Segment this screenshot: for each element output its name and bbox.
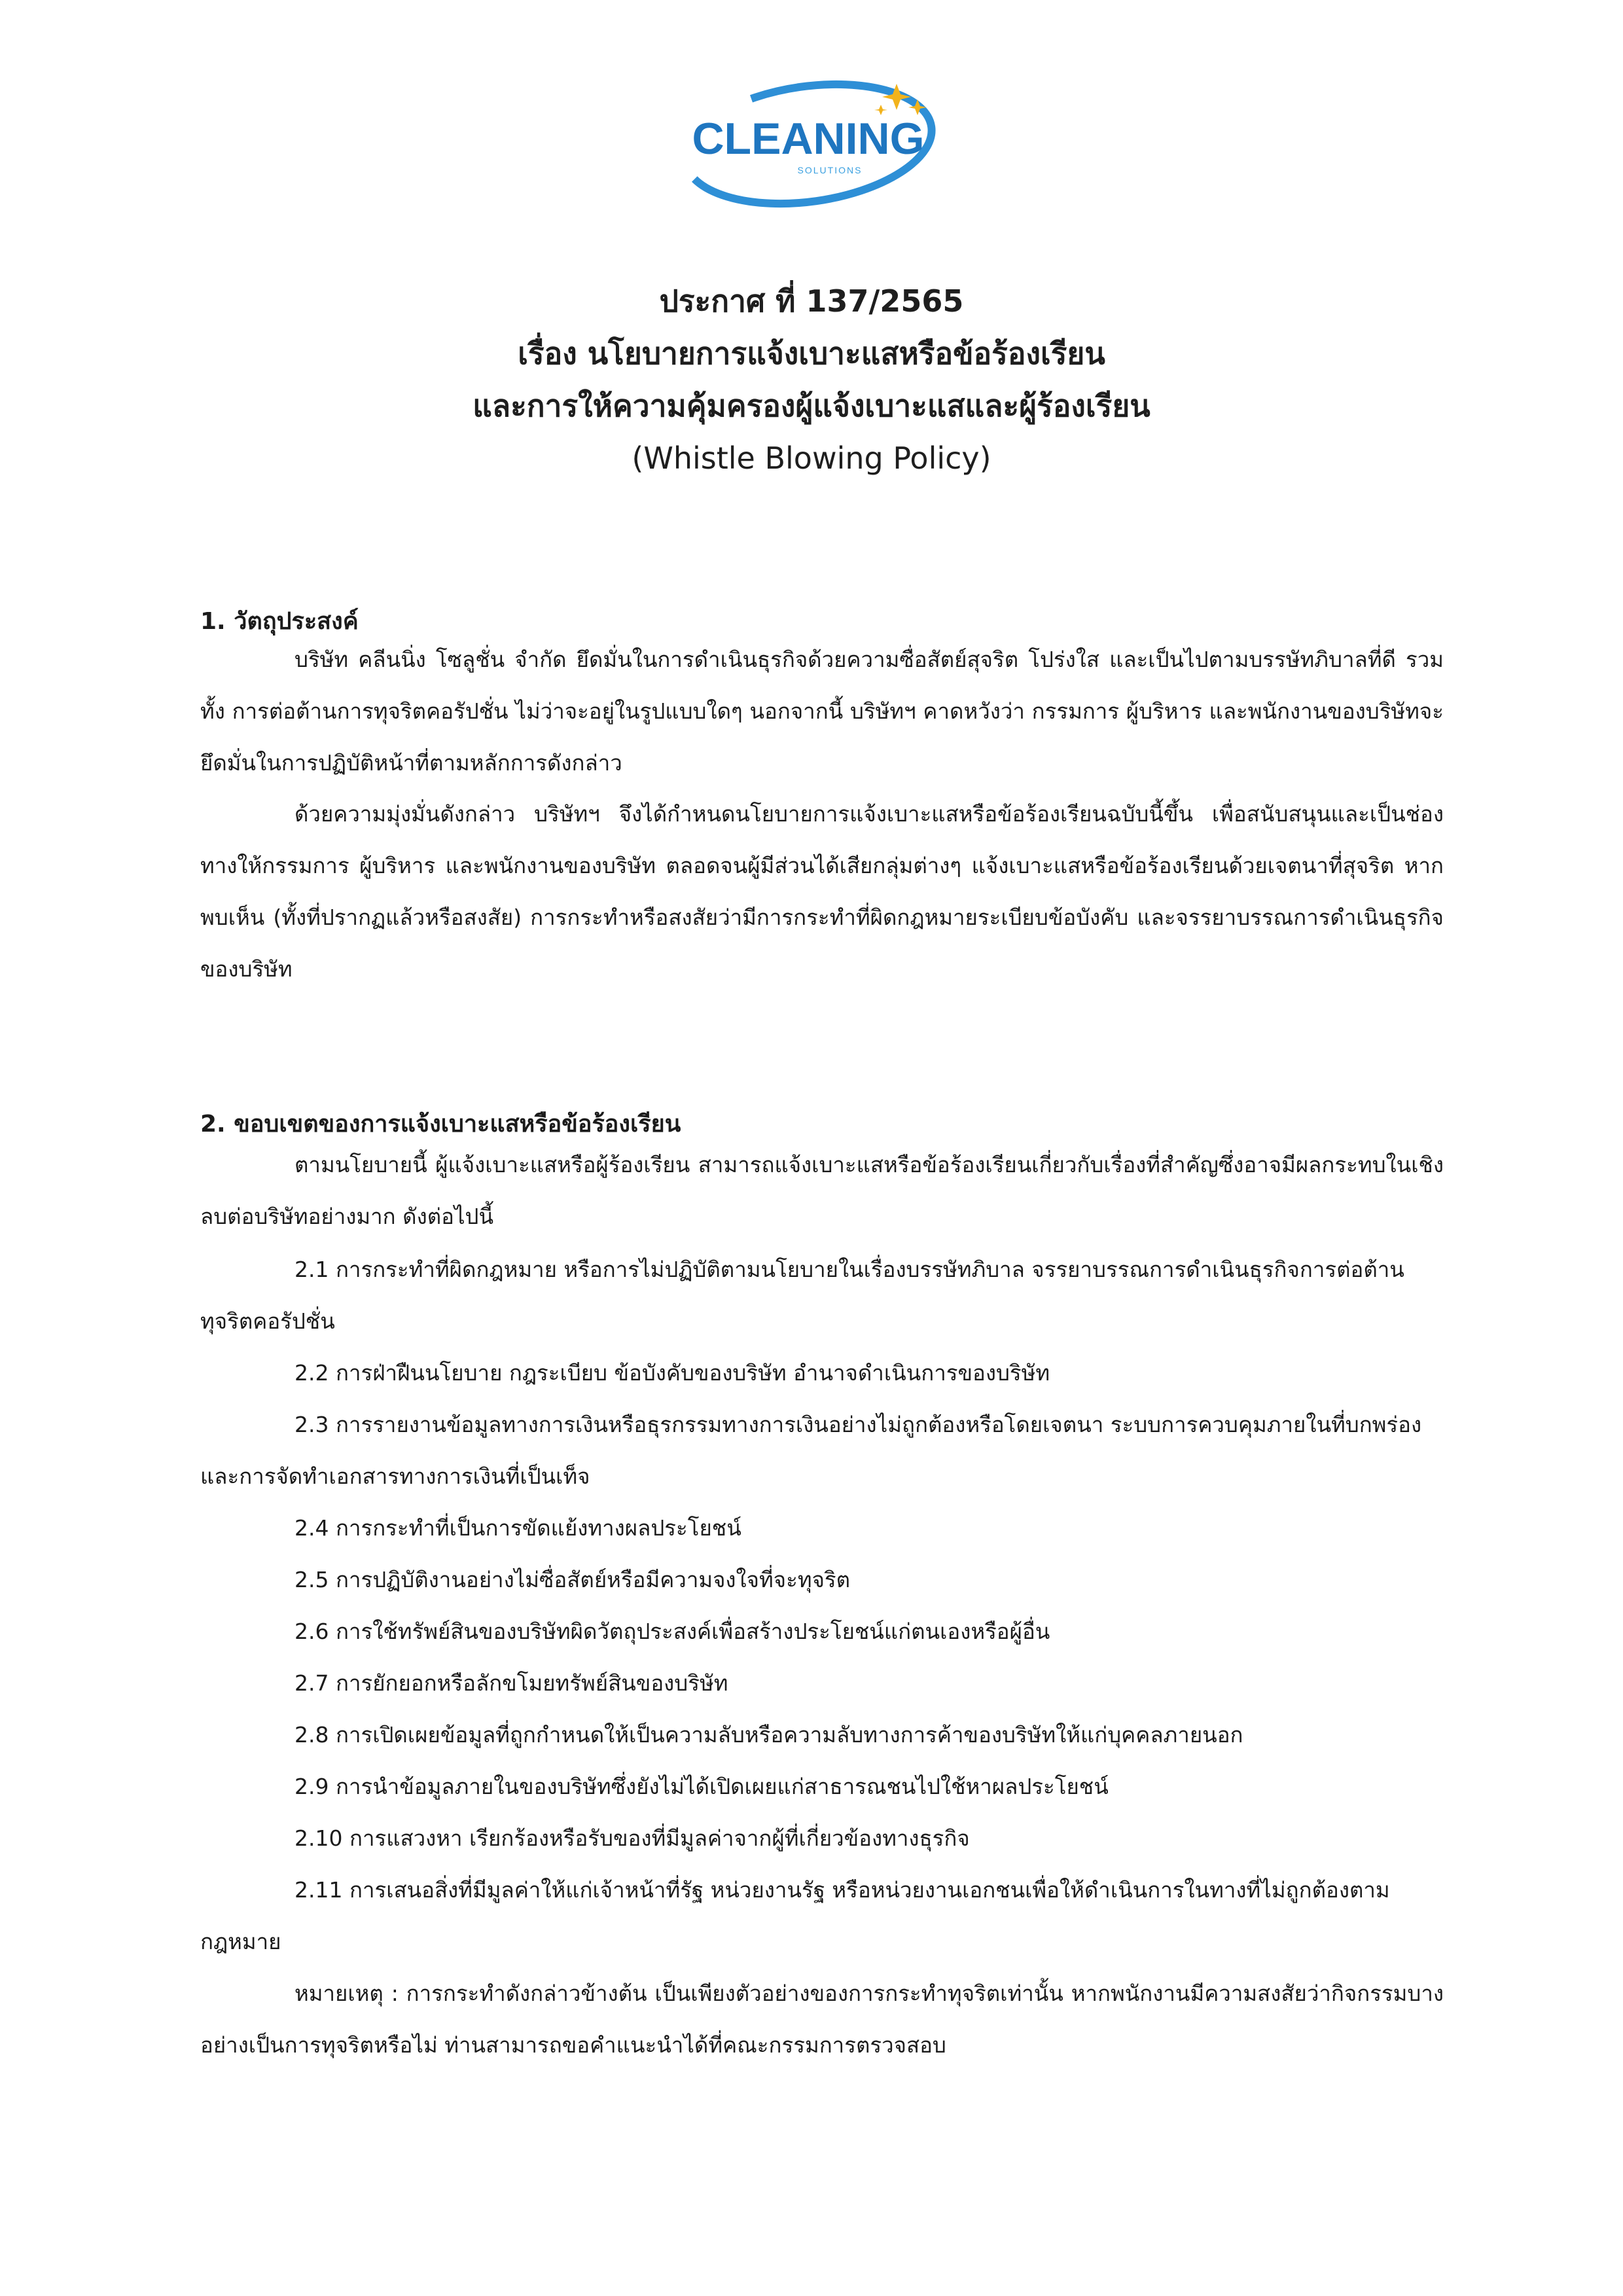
announcement-subject: เรื่อง นโยบายการแจ้งเบาะแสหรือข้อร้องเรียน: [518, 336, 1105, 371]
announcement-heading: [0, 275, 1623, 484]
section-2-intro: [200, 1139, 1444, 1242]
company-logo: [661, 65, 962, 216]
announcement-english-title: (Whistle Blowing Policy): [632, 440, 991, 476]
list-item-text: 2.4 การกระทำที่เป็นการขัดแย้งทางผลประโยชน์: [294, 1515, 741, 1541]
announcement-subject-cont: และการให้ความคุ้มครองผู้แจ้งเบาะแสและผู้ร้องเรียน: [473, 388, 1150, 423]
list-item: [200, 1761, 1444, 1812]
list-item: [200, 1244, 1444, 1347]
announcement-number: ประกาศ ที่ 137/2565: [659, 283, 964, 319]
list-item-text: 2.3 การรายงานข้อมูลทางการเงินหรือธุรกรรมทางการเงินอย่างไม่ถูกต้องหรือโดยเจตนา ระบบการควบคุมภายในที่บกพร่อง และการจัดทำเอกสารทางการเงินที่เป็นเท็จ: [200, 1412, 1422, 1489]
section-2-note: [200, 1967, 1444, 2071]
list-item: [200, 1605, 1444, 1657]
list-item: [200, 1399, 1444, 1502]
section-2-title: 2. ขอบเขตของการแจ้งเบาะแสหรือข้อร้องเรียน: [200, 1111, 681, 1138]
list-item-text: 2.2 การฝ่าฝืนนโยบาย กฎระเบียบ ข้อบังคับของบริษัท อำนาจดำเนินการของบริษัท: [294, 1360, 1050, 1386]
list-item-text: 2.6 การใช้ทรัพย์สินของบริษัทผิดวัตถุประสงค์เพื่อสร้างประโยชน์แก่ตนเองหรือผู้อื่น: [294, 1619, 1050, 1644]
logo-sub: SOLUTIONS: [797, 165, 863, 175]
list-item-text: 2.1 การกระทำที่ผิดกฎหมาย หรือการไม่ปฏิบัติตามนโยบายในเรื่องบรรษัทภิบาล จรรยาบรรณการดำเนินธุรกิจการต่อต้านทุจริตคอรัปชั่น: [200, 1257, 1404, 1334]
list-item-text: 2.5 การปฏิบัติงานอย่างไม่ซื่อสัตย์หรือมีความจงใจที่จะทุจริต: [294, 1567, 851, 1592]
section-2-note-text: หมายเหตุ : การกระทำดังกล่าวข้างต้น เป็นเพียงตัวอย่างของการกระทำทุจริตเท่านั้น หากพนักงานมีความสงสัยว่ากิจกรรมบางอย่างเป็นการทุจริตหรือไม่ ท่านสามารถขอคำแนะนำได้ที่คณะกรรมการตรวจสอบ: [200, 1981, 1444, 2058]
list-item-text: 2.9 การนำข้อมูลภายในของบริษัทซึ่งยังไม่ได้เปิดเผยแก่สาธารณชนไปใช้หาผลประโยชน์: [294, 1774, 1109, 1799]
logo-brand: CLEANING: [692, 114, 925, 164]
list-item: [200, 1812, 1444, 1864]
list-item-text: 2.11 การเสนอสิ่งที่มีมูลค่าให้แก่เจ้าหน้าที่รัฐ หน่วยงานรัฐ หรือหน่วยงานเอกชนเพื่อให้ดำเนินการในทางที่ไม่ถูกต้องตามกฎหมาย: [200, 1877, 1390, 1954]
list-item: [200, 1554, 1444, 1605]
list-item: [200, 1502, 1444, 1554]
list-item-text: 2.8 การเปิดเผยข้อมูลที่ถูกกำหนดให้เป็นความลับหรือความลับทางการค้าของบริษัทให้แก่บุคคลภายนอก: [294, 1722, 1243, 1748]
section-1-paragraph-1-text: บริษัท คลีนนิ่ง โซลูชั่น จำกัด ยึดมั่นในการดำเนินธุรกิจด้วยความซื่อสัตย์สุจริต โปร่งใส และเป็นไปตามบรรษัทภิบาลที่ดี รวมทั้ง การต่อต้านการทุจริตคอรัปชั่น ไม่ว่าจะอยู่ในรูปแบบใดๆ นอกจากนี้ บริษัทฯ คาดหวังว่า กรรมการ ผู้บริหาร และพนักงานของบริษัทจะยึดมั่นในการปฏิบัติหน้าที่ตามหลักการดังกล่าว: [200, 647, 1444, 776]
section-1-paragraph-2: [200, 788, 1444, 995]
section-1-paragraph-1: [200, 634, 1444, 789]
list-item: [200, 1709, 1444, 1761]
section-2-intro-text: ตามนโยบายนี้ ผู้แจ้งเบาะแสหรือผู้ร้องเรียน สามารถแจ้งเบาะแสหรือข้อร้องเรียนเกี่ยวกับเรื่องที่สำคัญซึ่งอาจมีผลกระทบในเชิงลบต่อบริษัทอย่างมาก ดังต่อไปนี้: [200, 1152, 1444, 1229]
list-item: [200, 1864, 1444, 1967]
section-1-title: 1. วัตถุประสงค์: [200, 608, 359, 635]
list-item: [200, 1347, 1444, 1399]
list-item: [200, 1657, 1444, 1709]
list-item-text: 2.10 การแสวงหา เรียกร้องหรือรับของที่มีมูลค่าจากผู้ที่เกี่ยวข้องทางธุรกิจ: [294, 1825, 970, 1851]
list-item-text: 2.7 การยักยอกหรือลักขโมยทรัพย์สินของบริษัท: [294, 1670, 728, 1696]
section-1-paragraph-2-text: ด้วยความมุ่งมั่นดังกล่าว บริษัทฯ จึงได้กำหนดนโยบายการแจ้งเบาะแสหรือข้อร้องเรียนฉบับนี้ขึ้น เพื่อสนับสนุนและเป็นช่องทางให้กรรมการ ผู้บริหาร และพนักงานของบริษัท ตลอดจนผู้มีส่วนได้เสียกลุ่มต่างๆ แจ้งเบาะแสหรือข้อร้องเรียนด้วยเจตนาที่สุจริต หากพบเห็น (ทั้งที่ปรากฏแล้วหรือสงสัย) การกระทำหรือสงสัยว่ามีการกระทำที่ผิดกฎหมายระเบียบข้อบังคับ และจรรยาบรรณการดำเนินธุรกิจของบริษัท: [200, 801, 1444, 982]
logo-graphic: [661, 65, 962, 216]
